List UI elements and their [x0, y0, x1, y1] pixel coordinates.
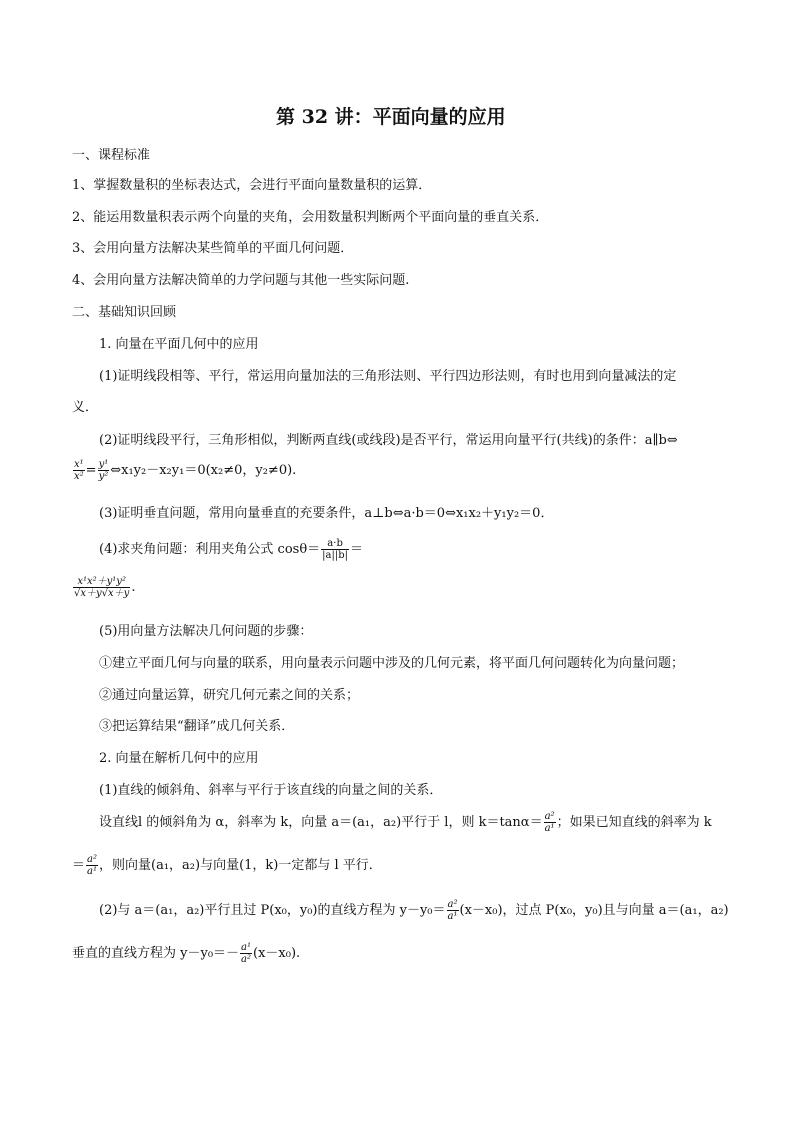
- step-3: ③把运算结果“翻译”成几何关系．: [99, 719, 295, 734]
- analytic-paragraph-1: (1)直线的倾斜角、斜率与平行于该直线的向量之间的关系．: [99, 783, 443, 798]
- standard-item-4: 4、会用向量方法解决简单的力学问题与其他一些实际问题.: [72, 273, 410, 288]
- section-heading-review: 二、基础知识回顾: [72, 305, 177, 320]
- analytic-paragraph-3-line-1: (2)与 a＝(a₁，a₂)平行且过 P(x₀，y₀)的直线方程为 y－y₀＝ $\frac{\text{a²}}{\text{a¹}}$ (x－x₀)，过点 P(x₀，y₀)且与向量 a＝(a₁，a₂): [99, 899, 729, 922]
- analytic-paragraph-2-line-1: 设直线l 的倾斜角为 α，斜率为 k，向量 a＝(a₁，a₂)平行于 l，则 k＝tanα＝ $\frac{\text{a²}}{\text{a¹}}$ ；如果已知直线的斜率为 k: [99, 811, 712, 834]
- subsection-heading-1: 1. 向量在平面几何中的应用: [99, 337, 259, 352]
- section-heading-standards: 一、课程标准: [72, 148, 151, 163]
- paragraph-4-line-1: (4)求夹角问题：利用夹角公式 cosθ＝ $\frac{a\cdot b}{|a||b|}$ ＝: [99, 538, 364, 561]
- fraction-angle-formula: $\frac{\text{x¹x²＋y¹y²}}{√x+y√x+y}$: [74, 576, 130, 599]
- paragraph-1-line-2: 义．: [72, 400, 99, 415]
- fraction-line-parallel: $\frac{\text{a²}}{\text{a¹}}$: [447, 899, 458, 922]
- fraction-cos: $\frac{a\cdot b}{|a||b|}$: [322, 538, 348, 561]
- fraction-slope: $\frac{\text{a²}}{\text{a¹}}$: [544, 811, 555, 834]
- standard-item-1: 1、掌握数量积的坐标表达式，会进行平面向量数量积的运算．: [72, 178, 432, 193]
- step-2: ②通过向量运算，研究几何元素之间的关系；: [99, 688, 360, 703]
- analytic-paragraph-3-line-2: 垂直的直线方程为 y－y₀＝－ $\frac{\text{a¹}}{\text{a²}}$ (x－x₀).: [72, 942, 301, 965]
- subsection-heading-2: 2. 向量在解析几何中的应用: [99, 751, 259, 766]
- paragraph-4-line-2: $\frac{\text{x¹x²＋y¹y²}}{√x+y√x+y}$ .: [74, 576, 136, 599]
- analytic-paragraph-2-line-2: ＝ $\frac{\text{a²}}{\text{a¹}}$ ，则向量(a₁，a₂)与向量(1，k)一定都与 l 平行．: [72, 854, 382, 877]
- paragraph-2-line-1: (2)证明线段平行，三角形相似，判断两直线(或线段)是否平行，常运用向量平行(共线)的条件：a∥b⇔: [99, 433, 678, 448]
- fraction-line-perpendicular: $\frac{\text{a¹}}{\text{a²}}$: [241, 942, 252, 965]
- fraction-slope-2: $\frac{\text{a²}}{\text{a¹}}$: [87, 854, 97, 877]
- fraction-y: $\frac{\text{y¹}}{\text{y²}}$: [98, 459, 109, 482]
- paragraph-1-line-1: (1)证明线段相等、平行，常运用向量加法的三角形法则、平行四边形法则，有时也用到向量减法的定: [99, 369, 677, 384]
- paragraph-5: (5)用向量方法解决几何问题的步骤：: [99, 624, 313, 639]
- step-1: ①建立平面几何与向量的联系，用向量表示问题中涉及的几何元素，将平面几何问题转化为向量问题；: [99, 656, 685, 671]
- page-title: 第 32 讲：平面向量的应用: [276, 106, 506, 128]
- standard-item-2: 2、能运用数量积表示两个向量的夹角，会用数量积判断两个平面向量的垂直关系．: [72, 210, 549, 225]
- fraction-x: $\frac{\text{x¹}}{\text{x²}}$: [74, 459, 84, 482]
- paragraph-3: (3)证明垂直问题，常用向量垂直的充要条件，a⊥b⇔a·b＝0⇔x₁x₂＋y₁y₂＝0．: [99, 506, 554, 521]
- paragraph-2-line-2: $\frac{\text{x¹}}{\text{x²}}$ = $\frac{\text{y¹}}{\text{y²}}$ ⇔x₁y₂－x₂y₁＝0(x₂≠0，y₂≠0).: [74, 459, 297, 482]
- standard-item-3: 3、会用向量方法解决某些简单的平面几何问题．: [72, 241, 354, 256]
